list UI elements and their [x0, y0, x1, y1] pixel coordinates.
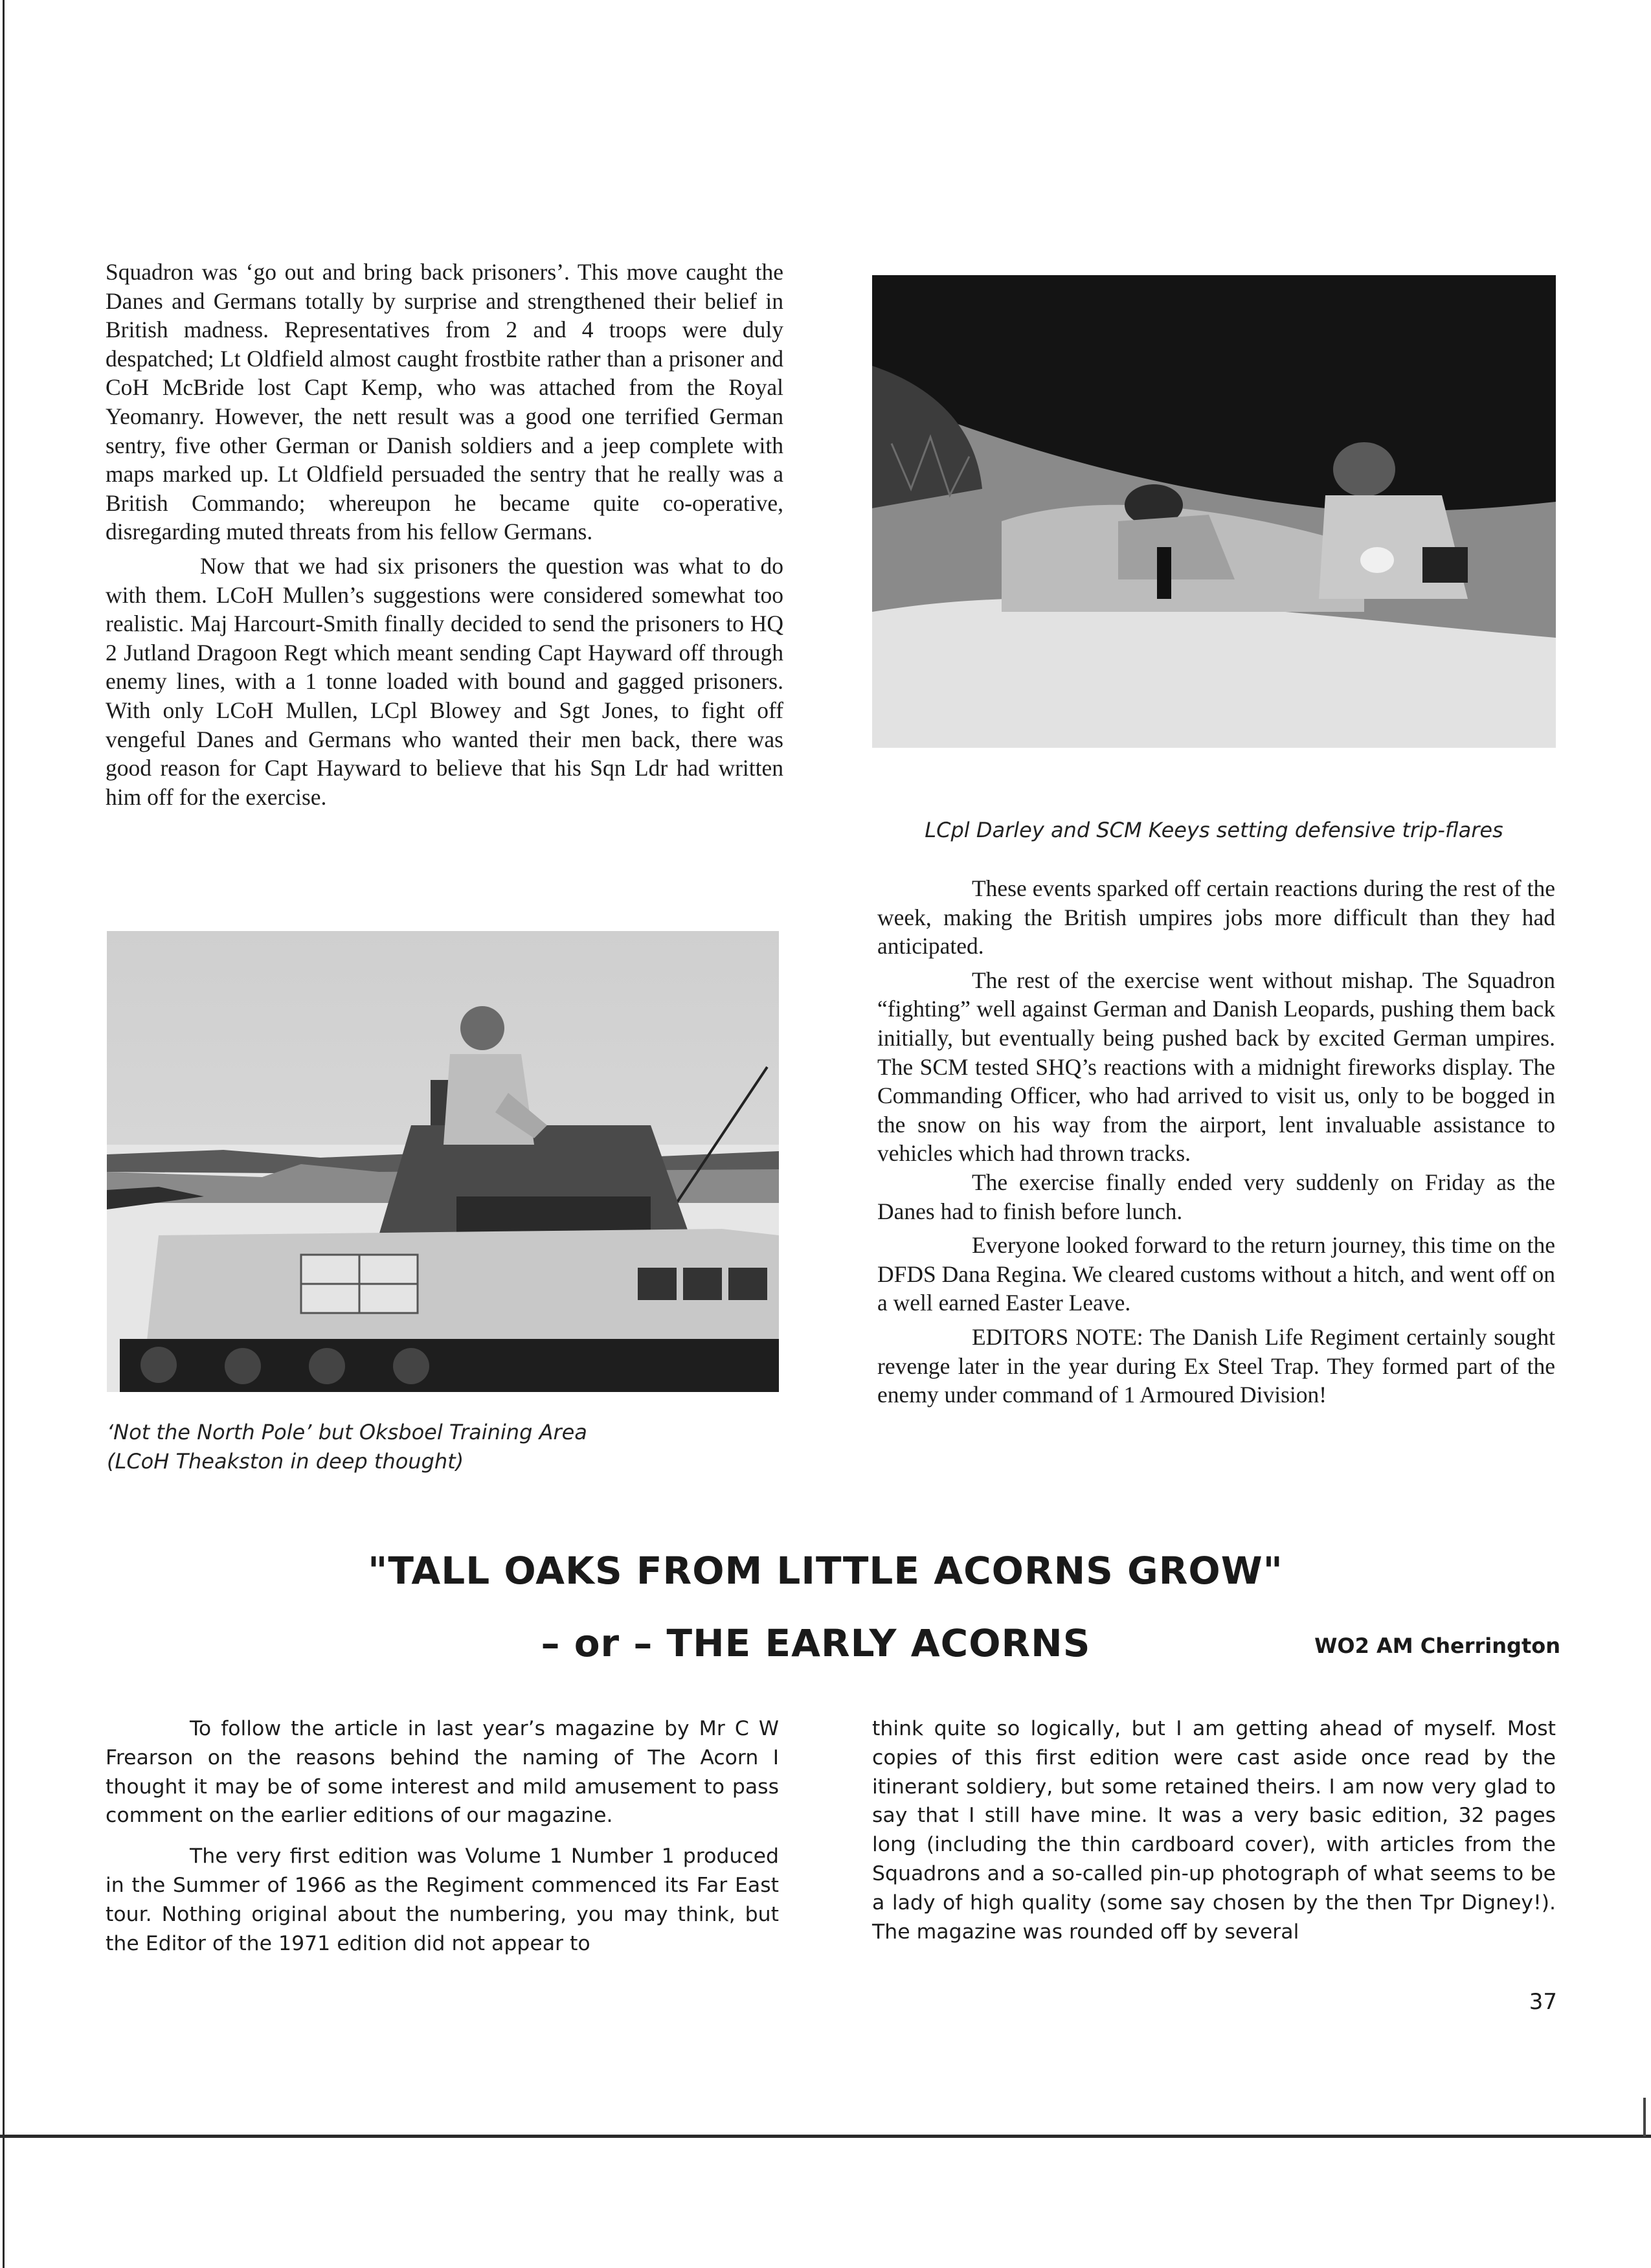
lower-right-paragraph-1: think quite so logically, but I am getting ahead of myself. Most copies of this first edition were cast aside once read by the itinerant soldiery, but some retained theirs. I am now very glad to say that I still have mine. It was a very basic edition, 32 pages long (including the thin cardboard cover), with articles from the Squadrons and a so-called pin-up photograph of what seems to be a lady of high quality (some say chosen by the then Tpr Digney!). The magazine was rounded off by several [872, 1717, 1556, 1944]
upper-left-paragraph-1: Squadron was ‘go out and bring back prisoners’. This move caught the Danes and Germans totally by surprise and strengthened their belief in British madness. Representatives from 2 and 4 troops were duly despatched; Lt Oldfield almost caught frostbite rather than a prisoner and CoH McBride lost Capt Kemp, who was attached from the Royal Yeomanry. However, the nett result was a good one terrified German sentry, five other German or Danish soldiers and a jeep complete with maps marked up. Lt Oldfield persuaded the sentry that he really was a British Commando; whereupon he became quite co-operative, disregarding muted threats from his fellow Germans. [106, 259, 783, 545]
lower-left-column [106, 1714, 779, 1958]
headline-line-2: – or – THE EARLY ACORNS [541, 1621, 1091, 1665]
upper-right-paragraph-2: The rest of the exercise went without mishap. The Squadron “fighting” well against German and Danish Leopards, pushing them back initially, but eventually being pushed back by excited German umpires. The SCM tested SHQ’s reactions with a midnight fireworks display. The Commanding Officer, who had arrived to visit us, only to be bogged in the snow on his way from the airport, lent invaluable assistance to vehicles which had thrown tracks. [877, 967, 1555, 1167]
tank-caption-line-1: ‘Not the North Pole’ but Oksboel Training Area [107, 1420, 587, 1444]
lower-left-paragraph-2: The very first edition was Volume 1 Number 1 produced in the Summer of 1966 as the Regiment commenced its Far East tour. Nothing original about the numbering, you may think, but the Editor of the 1971 edition did not appear to [106, 1845, 779, 1955]
page-edge-bottom [0, 2135, 1651, 2138]
page-number: 37 [1529, 1989, 1557, 2015]
night-photo-caption [872, 816, 1556, 845]
tank-photo [107, 931, 779, 1392]
lower-right-column [872, 1714, 1556, 1946]
night-caption-text: LCpl Darley and SCM Keeys setting defensive trip-flares [925, 818, 1503, 842]
upper-right-paragraph-1: These events sparked off certain reactions during the rest of the week, making the British umpires jobs more difficult than they had anticipated. [877, 875, 1555, 960]
lower-left-paragraph-1: To follow the article in last year’s magazine by Mr C W Frearson on the reasons behind the naming of The Acorn I thought it may be of some interest and mild amusement to pass comment on the earlier editions of our magazine. [106, 1717, 779, 1828]
upper-left-paragraph-2: Now that we had six prisoners the question was what to do with them. LCoH Mullen’s suggestions were considered somewhat too realistic. Maj Harcourt-Smith finally decided to send the prisoners to HQ 2 Jutland Dragoon Regt which meant sending Capt Hayward off through enemy lines, with a 1 tonne loaded with bound and gagged prisoners. With only LCoH Mullen, LCpl Blowey and Sgt Jones, to fight off vengeful Danes and Germans who wanted their men back, there was good reason for Capt Hayward to believe that his Sqn Ldr had written him off for the exercise. [106, 552, 783, 810]
upper-right-paragraph-5: EDITORS NOTE: The Danish Life Regiment certainly sought revenge later in the year during Ex Steel Trap. They formed part of the enemy under command of 1 Armoured Division! [877, 1323, 1555, 1408]
night-photo [872, 275, 1556, 748]
upper-right-paragraph-3: The exercise finally ended very suddenly on Friday as the Danes had to finish before lunch. [877, 1169, 1555, 1224]
byline: WO2 AM Cherrington [1314, 1634, 1560, 1658]
page-edge-left [3, 0, 5, 2268]
headline-line-1: "TALL OAKS FROM LITTLE ACORNS GROW" [368, 1549, 1283, 1593]
tank-caption-line-2: (LCoH Theakston in deep thought) [107, 1449, 464, 1474]
upper-right-paragraph-4: Everyone looked forward to the return journey, this time on the DFDS Dana Regina. We cleared customs without a hitch, and went off on a well earned Easter Leave. [877, 1232, 1555, 1316]
tank-photo-caption [107, 1418, 780, 1476]
upper-right-column [877, 874, 1555, 1409]
page-edge-right [1643, 2098, 1646, 2137]
upper-left-column [106, 258, 783, 811]
